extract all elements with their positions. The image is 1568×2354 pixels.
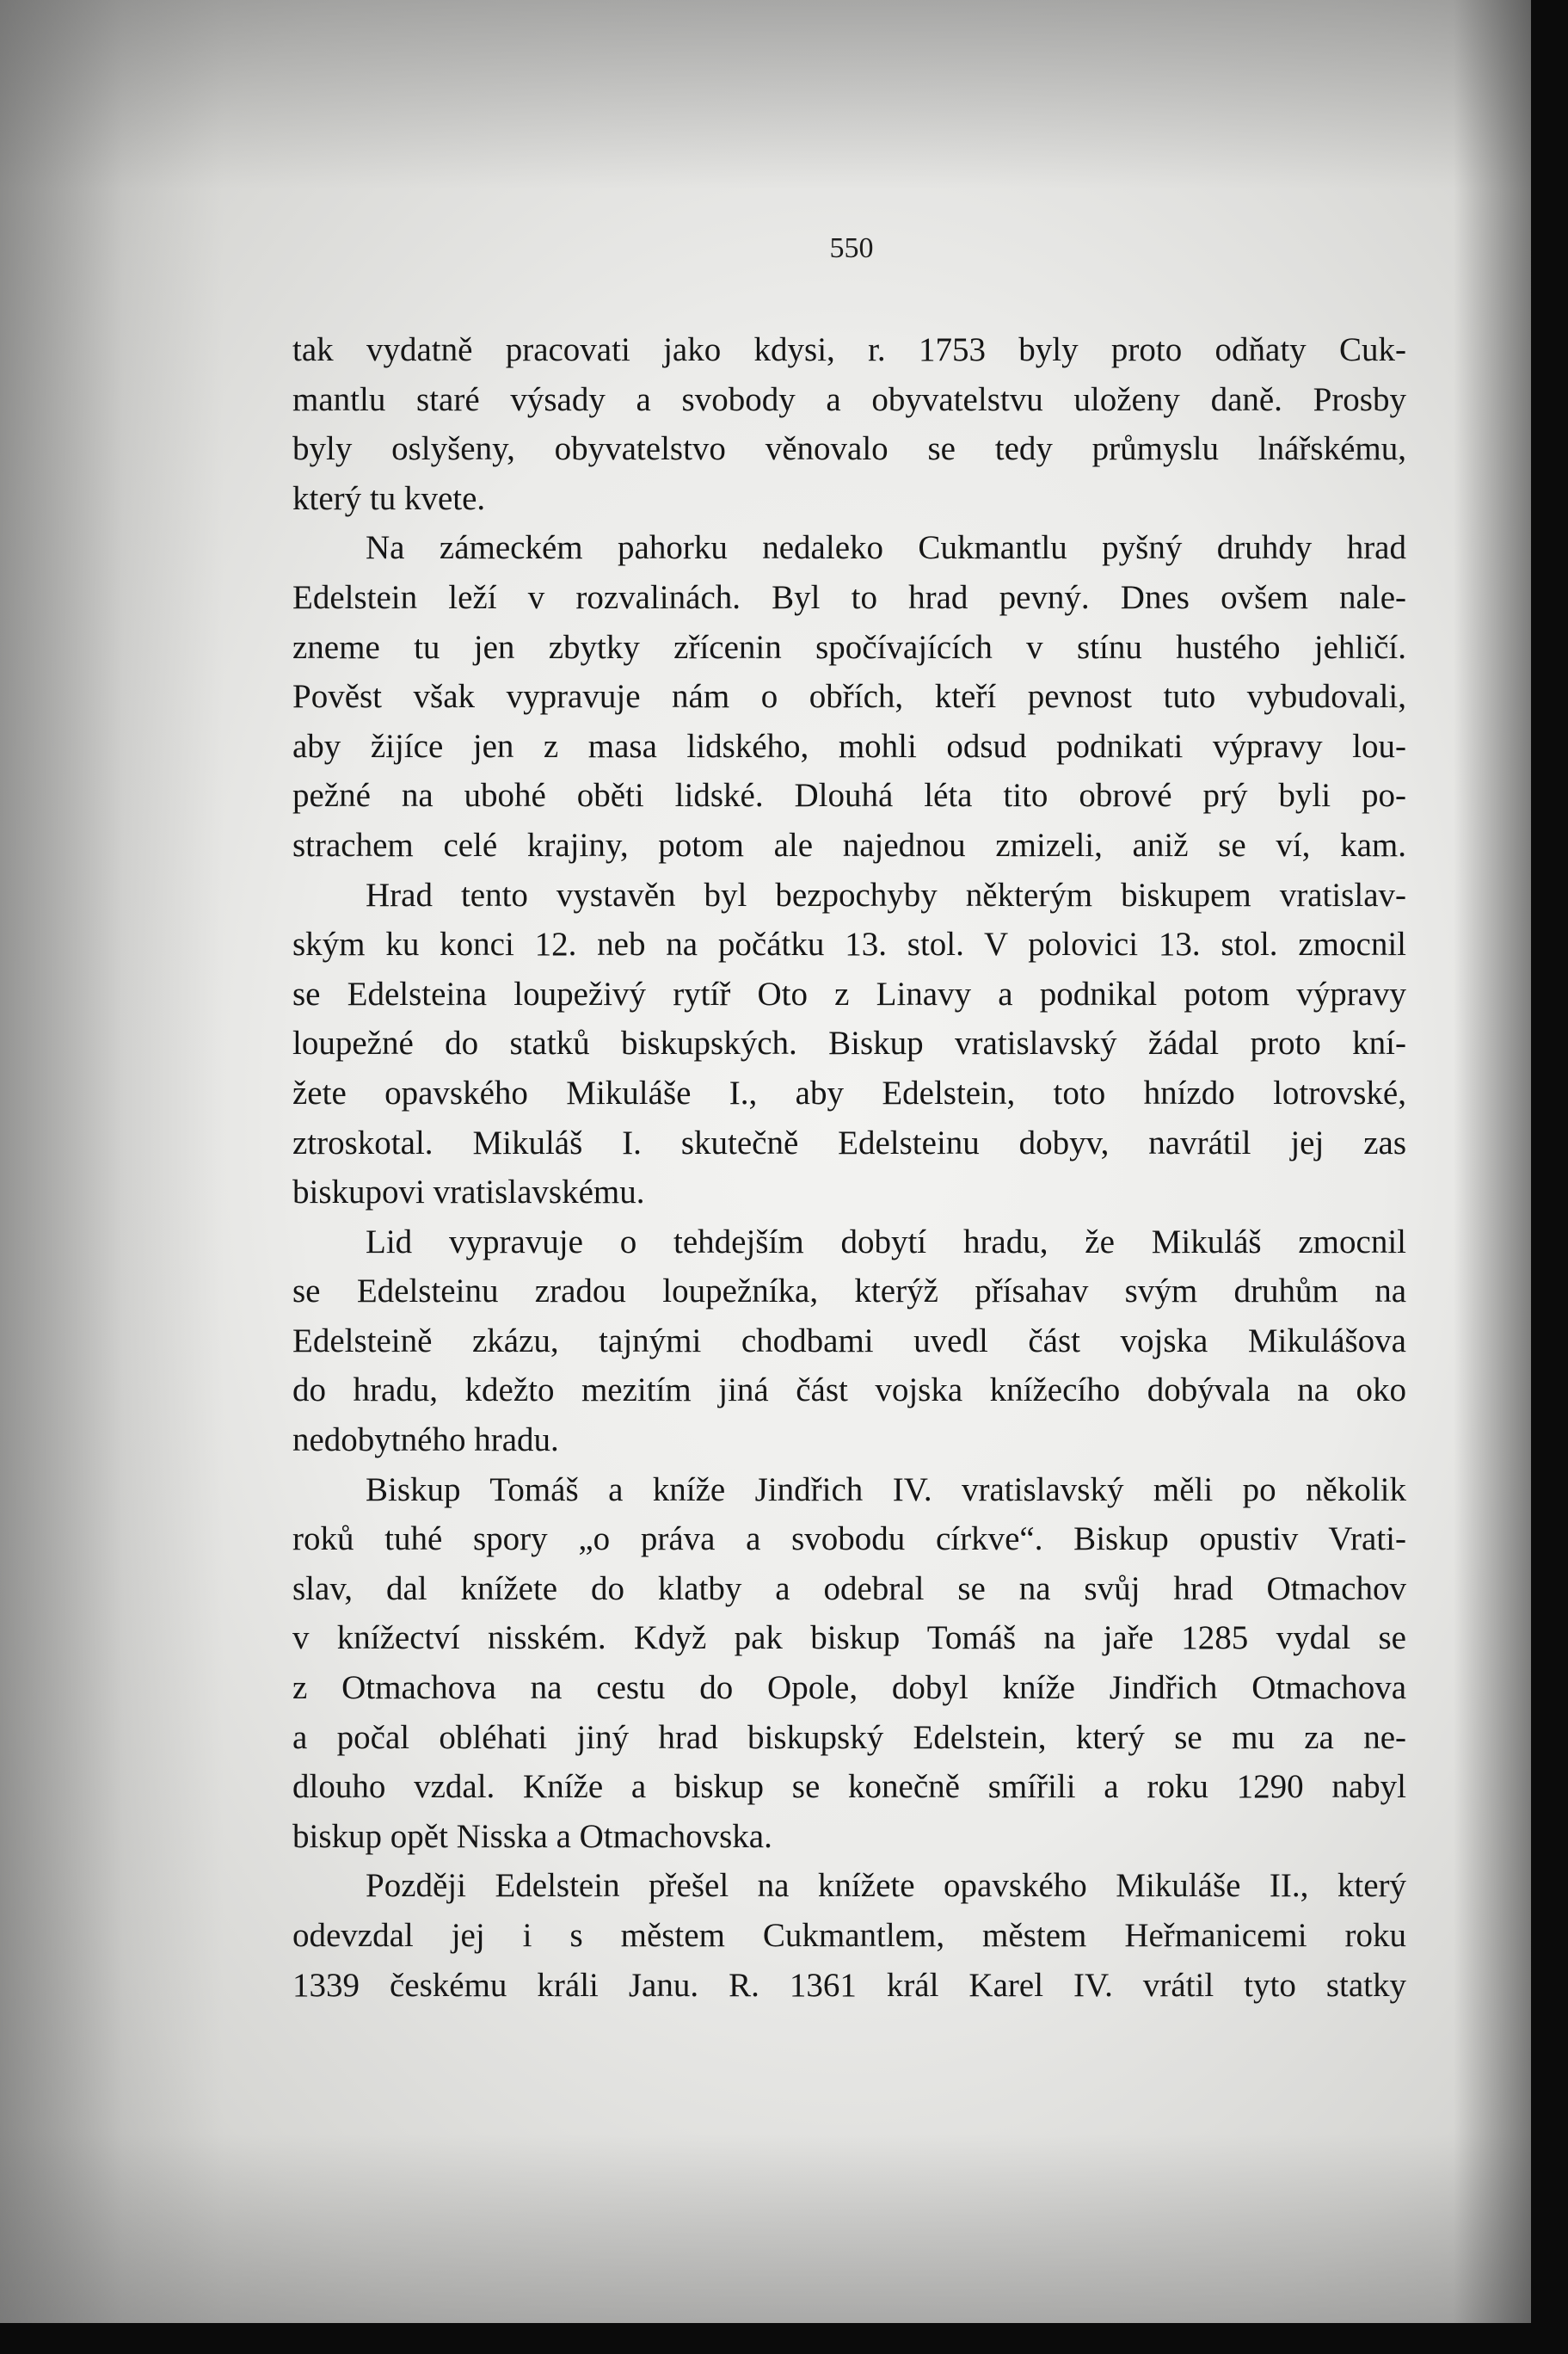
text-line: biskup opět Nisska a Otmachovska. bbox=[292, 1817, 772, 1855]
text-line: slav, dal knížete do klatby a odebral se na svůj hrad Otmachov bbox=[292, 1569, 1406, 1607]
text-line: dlouho vzdal. Kníže a biskup se konečně smířili a roku 1290 nabyl bbox=[292, 1768, 1406, 1806]
text-line: Na zámeckém pahorku nedaleko Cukmantlu pyšný druhdy hrad bbox=[366, 529, 1406, 567]
text-line: biskupovi vratislavskému. bbox=[292, 1174, 645, 1211]
text-line: mantlu staré výsady a svobody a obyvatelstvu uloženy daně. Prosby bbox=[292, 380, 1406, 418]
text-line: strachem celé krajiny, potom ale najednou zmizeli, aniž se ví, kam. bbox=[292, 826, 1406, 864]
text-line: byly oslyšeny, obyvatelstvo věnovalo se tedy průmyslu lnářskému, bbox=[292, 430, 1406, 468]
text-line: pežné na ubohé oběti lidské. Dlouhá léta tito obrové prý byli po- bbox=[292, 777, 1406, 815]
text-line: do hradu, kdežto mezitím jiná část vojska knížecího dobývala na oko bbox=[292, 1371, 1406, 1409]
text-line: Edelsteině zkázu, tajnými chodbami uvedl část vojska Mikulášova bbox=[292, 1322, 1406, 1359]
page-shadow-left bbox=[0, 0, 224, 2323]
text-line: nedobytného hradu. bbox=[292, 1421, 559, 1459]
text-line: zneme tu jen zbytky zřícenin spočívajících v stínu hustého jehličí. bbox=[292, 628, 1406, 666]
text-line: odevzdal jej i s městem Cukmantlem, městem Heřmanicemi roku bbox=[292, 1917, 1406, 1954]
text-line: roků tuhé spory „o práva a svobodu církve“. Biskup opustiv Vrati- bbox=[292, 1520, 1406, 1558]
text-line: žete opavského Mikuláše I., aby Edelstein, toto hnízdo lotrovské, bbox=[292, 1074, 1406, 1112]
text-line: a počal obléhati jiný hrad biskupský Edelstein, který se mu za ne- bbox=[292, 1718, 1406, 1756]
text-line: z Otmachova na cestu do Opole, dobyl kníže Jindřich Otmachova bbox=[292, 1669, 1406, 1707]
text-line: aby žijíce jen z masa lidského, mohli odsud podnikati výpravy lou- bbox=[292, 727, 1406, 765]
text-line: Později Edelstein přešel na knížete opavského Mikuláše II., který bbox=[366, 1867, 1406, 1905]
text-line: Lid vypravuje o tehdejším dobytí hradu, že Mikuláš zmocnil bbox=[366, 1223, 1406, 1260]
page-shadow-bottom bbox=[0, 2134, 1531, 2323]
text-line: loupežné do statků biskupských. Biskup vratislavský žádal proto kní- bbox=[292, 1025, 1406, 1063]
text-line: tak vydatně pracovati jako kdysi, r. 1753 byly proto odňaty Cuk- bbox=[292, 331, 1406, 368]
text-line: který tu kvete. bbox=[292, 479, 486, 517]
text-line: ztroskotal. Mikuláš I. skutečně Edelsteinu dobyv, navrátil jej zas bbox=[292, 1124, 1406, 1162]
page-shadow-top bbox=[0, 0, 1531, 189]
text-line: Biskup Tomáš a kníže Jindřich IV. vratislavský měli po několik bbox=[366, 1470, 1406, 1508]
text-line: v knížectví nisském. Když pak biskup Tomáš na jaře 1285 vydal se bbox=[292, 1619, 1406, 1657]
text-line: Pověst však vypravuje nám o obřích, kteří pevnost tuto vybudovali, bbox=[292, 678, 1406, 716]
text-line: ským ku konci 12. neb na počátku 13. stol. V polovici 13. stol. zmocnil bbox=[292, 926, 1406, 964]
text-line: 1339 českému králi Janu. R. 1361 král Karel IV. vrátil tyto statky bbox=[292, 1966, 1406, 2004]
text-line: se Edelsteinu zradou loupežníka, kterýž přísahav svým druhům na bbox=[292, 1273, 1406, 1310]
body-text bbox=[292, 325, 1406, 2010]
page-number: 550 bbox=[829, 232, 874, 264]
page-shadow-right bbox=[1454, 0, 1531, 2323]
text-line: se Edelsteina loupeživý rytíř Oto z Linavy a podnikal potom výpravy bbox=[292, 975, 1406, 1013]
text-line: Hrad tento vystavěn byl bezpochyby některým biskupem vratislav- bbox=[366, 876, 1406, 914]
text-line: Edelstein leží v rozvalinách. Byl to hrad pevný. Dnes ovšem nale- bbox=[292, 578, 1406, 616]
